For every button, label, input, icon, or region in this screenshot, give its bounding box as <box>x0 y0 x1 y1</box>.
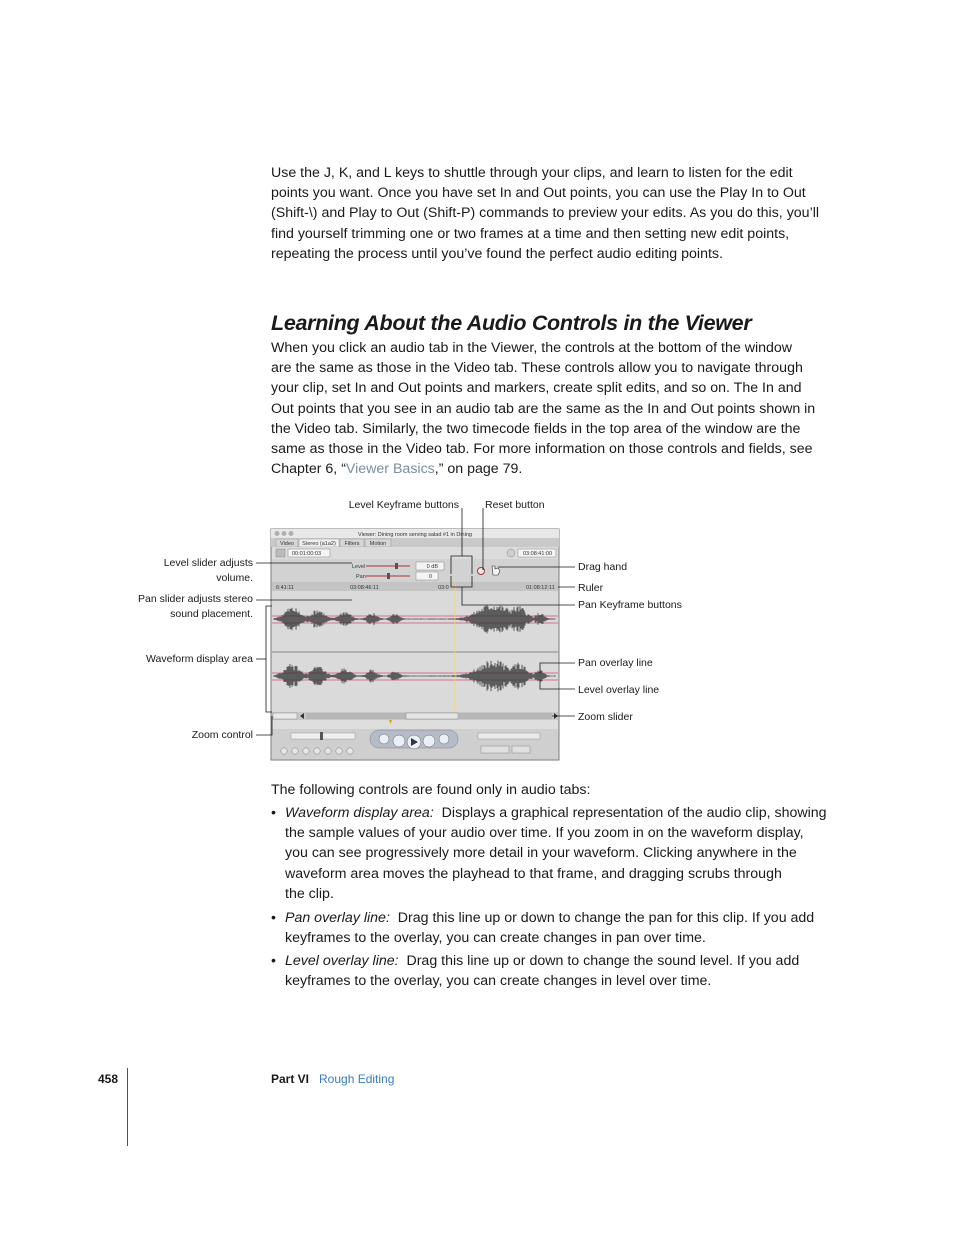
section-paragraph <box>271 338 827 479</box>
callout-pan-overlay-line: Pan overlay line <box>578 657 653 669</box>
bullet-pan-overlay-line <box>271 908 827 948</box>
text-line: When you click an audio tab in the Viewer, the controls at the bottom of the window <box>271 340 793 356</box>
footer-section-link[interactable]: Rough Editing <box>319 1072 395 1086</box>
bullet-term: Level overlay line: <box>285 953 399 969</box>
current-timecode: 03:08:41:00 <box>523 551 553 557</box>
bullet-level-overlay-line <box>271 951 827 991</box>
zoom-control[interactable] <box>273 713 297 719</box>
duration-icon <box>276 549 285 557</box>
bullet-dot: • <box>271 910 276 926</box>
footer-divider <box>127 1068 128 1146</box>
bullet-term: Waveform display area: <box>285 805 434 821</box>
window-title: Viewer: Dining room serving salad #1 in Dining <box>358 532 472 538</box>
section-heading: Learning About the Audio Controls in the Viewer <box>271 311 752 335</box>
jog-control[interactable] <box>478 733 540 739</box>
text-line: Out points that you see in an audio tab are the same as the In and Out points shown in <box>271 400 816 417</box>
text-line: same as those in the Video tab. For more information on those controls and fields, see <box>271 441 813 458</box>
audio-controls-area <box>272 559 558 582</box>
bullet-waveform-display-area <box>271 803 827 904</box>
ruler-bar[interactable] <box>272 582 558 591</box>
tab-motion-label: Motion <box>369 541 387 547</box>
bullet-dot: • <box>271 805 276 821</box>
pan-value: 0 <box>428 574 432 580</box>
play-around-button[interactable] <box>439 734 449 744</box>
pan-value-field[interactable] <box>416 572 438 580</box>
callout-zoom-control: Zoom control <box>191 729 253 741</box>
callout-pan-slider-line2: sound placement. <box>170 608 253 620</box>
text-line: points you want. Once you have set In and Out points, you can use the Play In to Out <box>271 185 806 202</box>
text-line: Displays a graphical representation of the audio clip, showing <box>441 805 827 821</box>
generator-button[interactable] <box>512 746 530 753</box>
text-line: the Video tab. Similarly, the two timecode fields in the top area of the window are the <box>271 420 801 437</box>
bullet-dot: • <box>271 953 276 969</box>
minimize-window-icon[interactable] <box>282 531 287 536</box>
text-line: keyframes to the overlay, you can create changes in pan over time. <box>285 930 706 947</box>
pan-label: Pan <box>356 574 366 580</box>
ruler-tick-label: 01:08:12:11 <box>526 585 555 591</box>
callout-ruler: Ruler <box>578 582 604 594</box>
callout-level-slider-line2: volume. <box>216 572 253 584</box>
add-marker-button[interactable] <box>303 748 309 754</box>
text-fragment: Chapter 6, “ <box>271 461 346 478</box>
text-line: repeating the process until you’ve found the perfect audio editing points. <box>271 245 723 262</box>
match-frame-button[interactable] <box>336 748 342 754</box>
level-label: Level <box>352 564 366 570</box>
callout-pan-slider-line1: Pan slider adjusts stereo <box>138 593 253 605</box>
callout-waveform-display-area: Waveform display area <box>146 653 253 665</box>
mark-out-button[interactable] <box>325 748 331 754</box>
reset-button-icon[interactable] <box>478 568 485 575</box>
zoom-window-icon[interactable] <box>289 531 294 536</box>
bullet-term: Pan overlay line: <box>285 910 390 926</box>
callout-level-overlay-line: Level overlay line <box>578 684 660 696</box>
pan-slider-thumb[interactable] <box>387 573 390 579</box>
footer-part: Part VI <box>271 1072 310 1086</box>
text-line: Drag this line up or down to change the sound level. If you add <box>406 953 800 969</box>
level-slider-thumb[interactable] <box>395 563 398 569</box>
viewer-audio-figure <box>0 490 954 770</box>
text-line: you can see progressively more detail in your waveform. Clicking anywhere in the <box>285 845 797 862</box>
level-value: 0 dB <box>426 564 438 570</box>
callout-pan-keyframe-buttons: Pan Keyframe buttons <box>578 599 682 611</box>
tab-video-label: Video <box>280 541 294 547</box>
text-line: find yourself trimming one or two frames at a time and then setting new edit points, <box>271 225 790 242</box>
recent-clips-button[interactable] <box>481 746 509 753</box>
mark-clip-button[interactable] <box>281 748 287 754</box>
text-line: the sample values of your audio over time. If you zoom in on the waveform display, <box>285 825 804 842</box>
callout-reset-button: Reset button <box>485 499 545 511</box>
text-line: are the same as those in the Video tab. These controls allow you to navigate through <box>271 360 803 377</box>
text-line: the clip. <box>285 885 334 902</box>
intro-paragraph <box>271 163 827 264</box>
callout-zoom-slider: Zoom slider <box>578 711 633 723</box>
callout-level-slider-line1: Level slider adjusts <box>163 557 253 569</box>
text-line: waveform area moves the playhead to that frame, and dragging scrubs through <box>285 865 782 882</box>
text-line: your clip, set In and Out points and markers, create split edits, and so on. The In and <box>271 380 802 397</box>
text-fragment: ,” on page 79. <box>434 461 523 478</box>
next-edit-button[interactable] <box>423 735 435 747</box>
ruler-tick-label: 6:41:11 <box>276 585 294 591</box>
figure-svg <box>0 490 954 770</box>
zoom-slider-track-left[interactable] <box>306 713 406 719</box>
callout-drag-hand: Drag hand <box>578 561 628 573</box>
text-line: Use the J, K, and L keys to shuttle through your clips, and learn to listen for the edit <box>271 165 793 181</box>
audio-tabs-intro: The following controls are found only in audio tabs: <box>271 782 591 798</box>
play-in-to-out-button[interactable] <box>379 734 389 744</box>
mark-in-button[interactable] <box>314 748 320 754</box>
viewer-basics-link[interactable]: Viewer Basics <box>345 461 435 478</box>
zoom-slider-thumb[interactable] <box>406 713 458 719</box>
viewer-window-screenshot <box>271 529 559 760</box>
text-line: Drag this line up or down to change the pan for this clip. If you add <box>397 910 815 926</box>
tab-filters-label: Filters <box>344 541 360 547</box>
close-window-icon[interactable] <box>275 531 280 536</box>
text-line: keyframes to the overlay, you can create changes in level over time. <box>285 973 712 990</box>
previous-edit-button[interactable] <box>393 735 405 747</box>
page-number: 458 <box>98 1072 119 1086</box>
tab-stereo-label: Stereo (a1a2) <box>302 541 336 547</box>
add-keyframe-button[interactable] <box>292 748 298 754</box>
duration-timecode: 00:01:00:03 <box>292 551 322 557</box>
scrubber-bar[interactable] <box>272 720 558 729</box>
play-to-out-button[interactable] <box>347 748 353 754</box>
text-line: (Shift-\) and Play to Out (Shift-P) commands to preview your edits. As you do this, you’ll <box>271 205 820 222</box>
ruler-tick-label: 03:08:46:11 <box>350 585 379 591</box>
current-timecode-icon <box>507 549 515 557</box>
leader-line <box>256 716 272 735</box>
callout-level-keyframe-buttons: Level Keyframe buttons <box>348 499 459 511</box>
shuttle-thumb[interactable] <box>320 732 323 740</box>
ruler-tick-label: 03:0 <box>438 585 449 591</box>
zoom-slider-track-right[interactable] <box>458 713 552 719</box>
